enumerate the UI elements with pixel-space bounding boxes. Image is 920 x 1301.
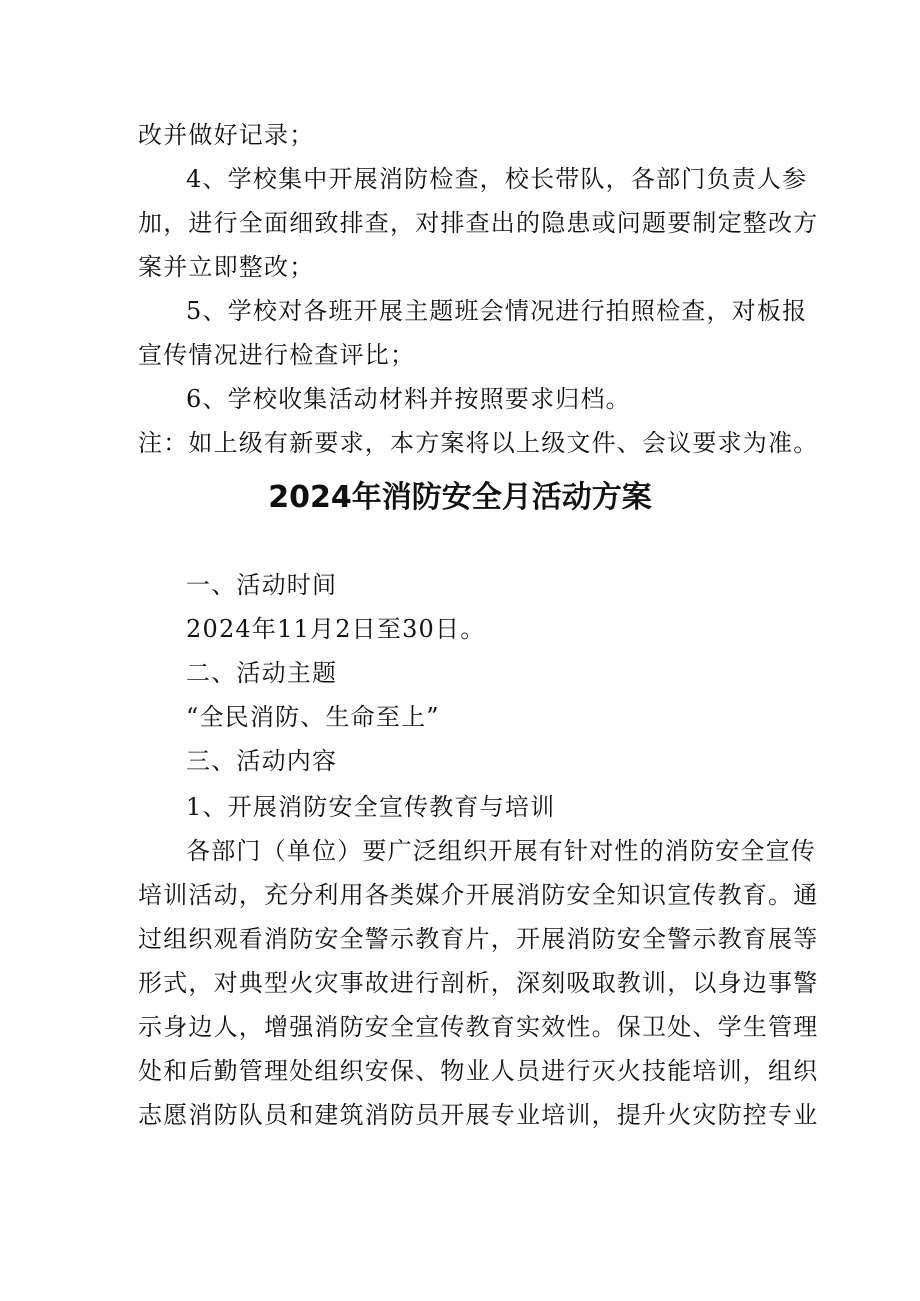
activity-date: 2024年11月2日至30日。: [186, 615, 486, 643]
paragraph-line: 示身边人，增强消防安全宣传教育实效性。保卫处、学生管理: [138, 1013, 819, 1041]
note-text: 注：如上级有新要求，本方案将以上级文件、会议要求为准。: [138, 429, 819, 457]
subsection-heading: 1、开展消防安全宣传教育与培训: [186, 793, 556, 821]
paragraph-line: 过组织观看消防安全警示教育片，开展消防安全警示教育展等: [138, 925, 819, 953]
paragraph-line: 各部门（单位）要广泛组织开展有针对性的消防安全宣传: [186, 837, 816, 865]
section-heading-theme: 二、活动主题: [186, 659, 338, 687]
document-title: 2024年消防安全月活动方案: [268, 480, 652, 515]
paragraph-line: 改并做好记录；: [138, 121, 315, 149]
paragraph-line: 加，进行全面细致排查，对排查出的隐患或问题要制定整改方: [138, 209, 819, 237]
paragraph-line: 处和后勤管理处组织安保、物业人员进行灭火技能培训，组织: [138, 1057, 819, 1085]
section-heading-content: 三、活动内容: [186, 747, 338, 775]
list-item-4: 4、学校集中开展消防检查，校长带队，各部门负责人参: [186, 165, 808, 193]
paragraph-line: 宣传情况进行检查评比；: [138, 341, 416, 369]
paragraph-line: 培训活动，充分利用各类媒介开展消防安全知识宣传教育。通: [138, 881, 819, 909]
section-heading-time: 一、活动时间: [186, 571, 338, 599]
paragraph-line: 志愿消防队员和建筑消防员开展专业培训，提升火灾防控专业: [138, 1101, 819, 1129]
activity-theme: “全民消防、生命至上”: [186, 703, 440, 731]
list-item-5: 5、学校对各班开展主题班会情况进行拍照检查，对板报: [186, 297, 808, 325]
paragraph-line: 案并立即整改；: [138, 253, 315, 281]
list-item-6: 6、学校收集活动材料并按照要求归档。: [186, 385, 631, 413]
paragraph-line: 形式，对典型火灾事故进行剖析，深刻吸取教训，以身边事警: [138, 969, 819, 997]
